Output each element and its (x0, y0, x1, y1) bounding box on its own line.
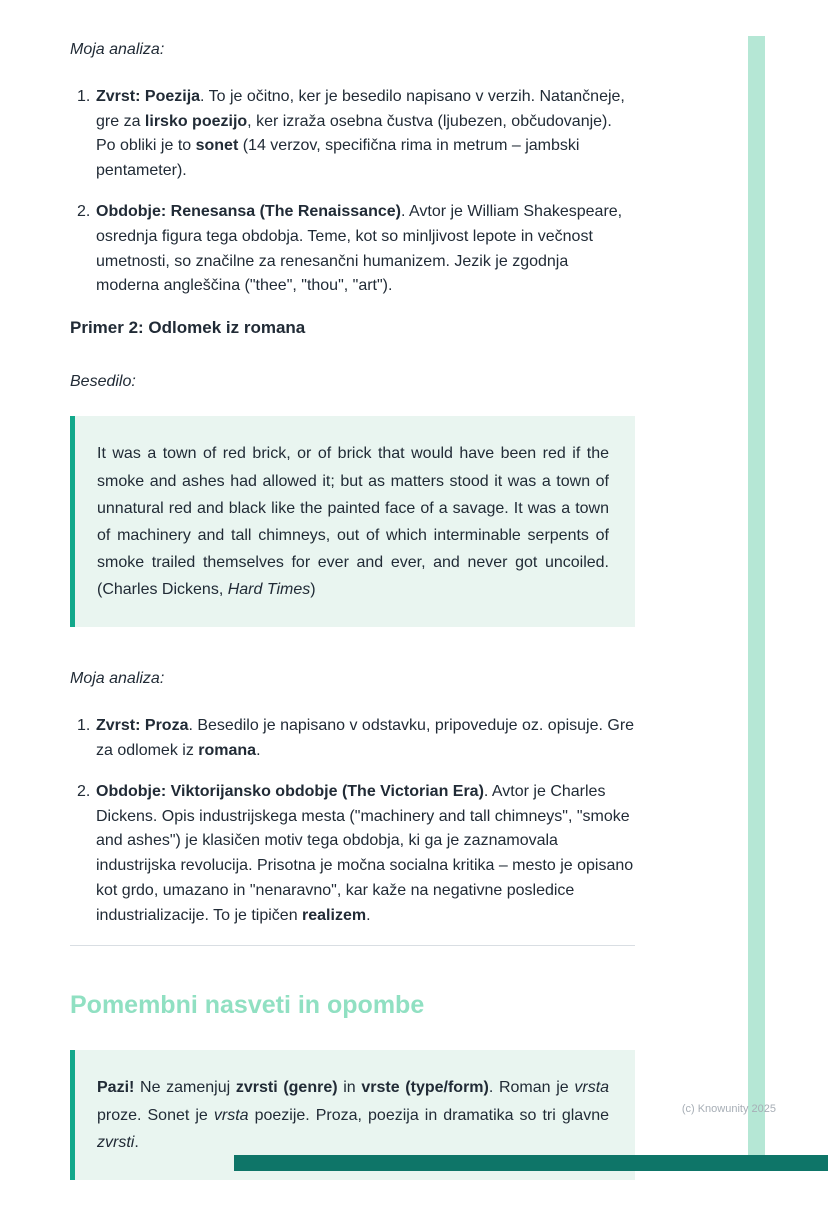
analysis-list-1 (70, 85, 635, 299)
tips-heading: Pomembni nasveti in opombe (70, 990, 425, 1019)
besedilo-label: Besedilo: (70, 372, 136, 390)
analysis-label: Moja analiza: (70, 670, 165, 688)
list-item-text: Zvrst: Proza. Besedilo je napisano v odstavku, pripoveduje oz. opisuje. Gre za odlomek iz romana. (96, 717, 635, 760)
list-item-text: Zvrst: Poezija. To je očitno, ker je besedilo napisano v verzih. Natančneje, gre za lirsko poezijo, ker izraža osebna čustva (ljubezen, občudovanje). Po obliki je to sonet (14 verzov, specifična rima in metrum – jambski pentameter). (96, 87, 625, 180)
example2-heading: Primer 2: Odlomek iz romana (70, 318, 306, 338)
quote-text: It was a town of red brick, or of brick that would have been red if the smoke and ashes had allowed it; but as matters stood it was a town of unnatural red and black like the painted face of a savage. It was a town of machinery and tall chimneys, out of which interminable serpents of smoke trailed themselves for ever and ever, and never got uncoiled. (Charles Dickens, Hard Times) (97, 445, 609, 599)
note-text: Pazi! Ne zamenjuj zvrsti (genre) in vrste (type/form). Roman je vrsta proze. Sonet je vrsta poezije. Proza, poezija in dramatika so tri glavne zvrsti. (97, 1079, 610, 1151)
analysis-label: Moja analiza: (70, 41, 165, 58)
list-item (70, 780, 635, 929)
list-number: 2. (77, 202, 91, 220)
analysis-list-2 (70, 714, 635, 928)
page-right-accent-stripe (748, 36, 765, 1171)
footer-credit: (c) Knowunity 2025 (681, 1103, 776, 1115)
bottom-accent-bar (234, 1155, 828, 1171)
list-item-text: Obdobje: Renesansa (The Renaissance). Avtor je William Shakespeare, osrednja figura tega obdobja. Teme, kot so minljivost lepote in večnost umetnosti, so značilne za renesančni humanizem. Jezik je zgodnja moderna angleščina ("thee", "thou", "art"). (96, 202, 623, 295)
list-number: 1. (77, 717, 91, 735)
list-item (70, 200, 635, 299)
list-item-text: Obdobje: Viktorijansko obdobje (The Victorian Era). Avtor je Charles Dickens. Opis industrijskega mesta ("machinery and tall chimneys", "smoke and ashes") je klasičen motiv tega obdobja, ki ga je zaznamovala industrijska revolucija. Prisotna je močna socialna kritika – mesto je opisano kot grdo, umazano in "nenaravno", kar kaže na negativne posledice industrializacije. To je tipičen realizem. (96, 782, 634, 924)
list-number: 2. (77, 782, 91, 800)
section-divider (70, 945, 635, 946)
list-number: 1. (77, 87, 91, 105)
list-item (70, 85, 635, 184)
list-item (70, 714, 635, 764)
quote-block (70, 416, 635, 627)
document-content (70, 38, 635, 1220)
